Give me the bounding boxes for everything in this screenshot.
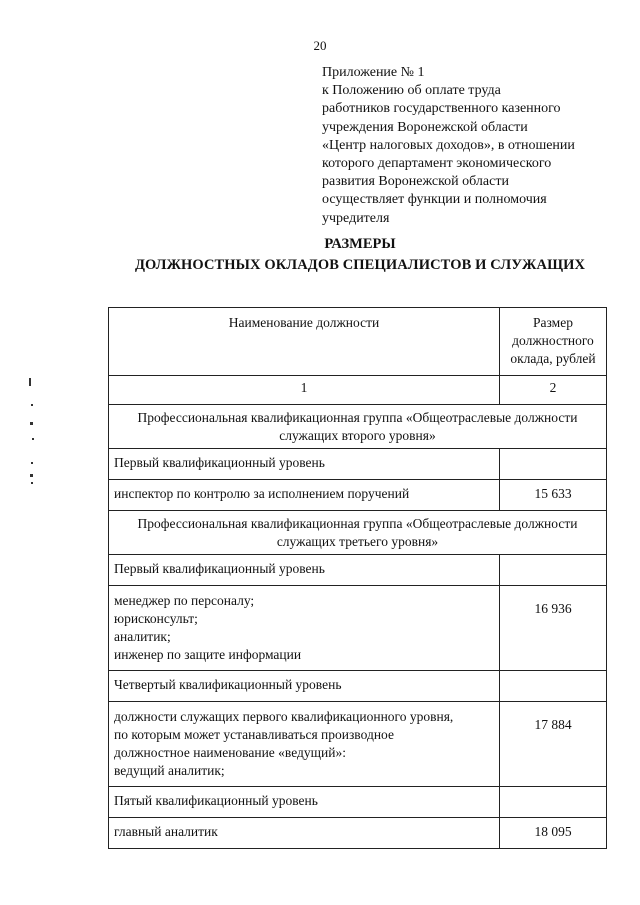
appendix-line: учреждения Воронежской области (322, 119, 528, 135)
column-number: 2 (500, 376, 607, 405)
page-number: 20 (313, 38, 327, 53)
header-salary: Размер должностного оклада, рублей (500, 308, 607, 376)
position-name: инспектор по контролю за исполнением поручений (109, 480, 500, 511)
table-row-level (109, 449, 607, 480)
appendix-line: развития Воронежской области (322, 174, 509, 190)
level-title: Четвертый квалификационный уровень (109, 671, 500, 702)
level-title: Первый квалификационный уровень (109, 449, 500, 480)
table-row-level (109, 555, 607, 586)
level-title: Первый квалификационный уровень (109, 555, 500, 586)
position-name: менеджер по персоналу; юрисконсульт; аналитик; инженер по защите информации (109, 586, 500, 671)
appendix-line: к Положению об оплате труда (322, 83, 501, 99)
appendix-line: которого департамент экономического (322, 156, 552, 172)
position-name: главный аналитик (109, 818, 500, 849)
header-position-name: Наименование должности (109, 308, 500, 376)
salary-value: 17 884 (500, 702, 607, 787)
document-subtitle: ДОЛЖНОСТНЫХ ОКЛАДОВ СПЕЦИАЛИСТОВ И СЛУЖАЩИХ (134, 257, 586, 273)
appendix-note (322, 64, 622, 228)
salary-table (108, 307, 607, 849)
appendix-line: осуществляет функции и полномочия (322, 192, 547, 208)
column-number-row (109, 376, 607, 405)
salary-value: 18 095 (500, 818, 607, 849)
appendix-line: учредителя (322, 210, 390, 226)
table-row (109, 818, 607, 849)
table-row-level (109, 787, 607, 818)
salary-value: 15 633 (500, 480, 607, 511)
salary-value: 16 936 (500, 586, 607, 671)
appendix-line: работников государственного казенного (322, 101, 561, 117)
table-row-group (109, 405, 607, 449)
table-row (109, 586, 607, 671)
appendix-line: Приложение № 1 (322, 65, 425, 80)
level-title: Пятый квалификационный уровень (109, 787, 500, 818)
document-title: РАЗМЕРЫ (324, 236, 396, 252)
table-row-level (109, 671, 607, 702)
table-row (109, 480, 607, 511)
group-title: Профессиональная квалификационная группа «Общеотраслевые должности служащих второго уровня» (109, 405, 607, 449)
appendix-line: «Центр налоговых доходов», в отношении (322, 137, 575, 153)
column-number: 1 (109, 376, 500, 405)
scan-margin-marks (28, 378, 36, 488)
table-row (109, 702, 607, 787)
table-row-group (109, 511, 607, 555)
table-header-row (109, 308, 607, 376)
position-name: должности служащих первого квалификационного уровня, по которым может устанавливаться производное должностное наименование «ведущий»: ведущий аналитик; (109, 702, 500, 787)
group-title: Профессиональная квалификационная группа «Общеотраслевые должности служащих третьего уровня» (109, 511, 607, 555)
